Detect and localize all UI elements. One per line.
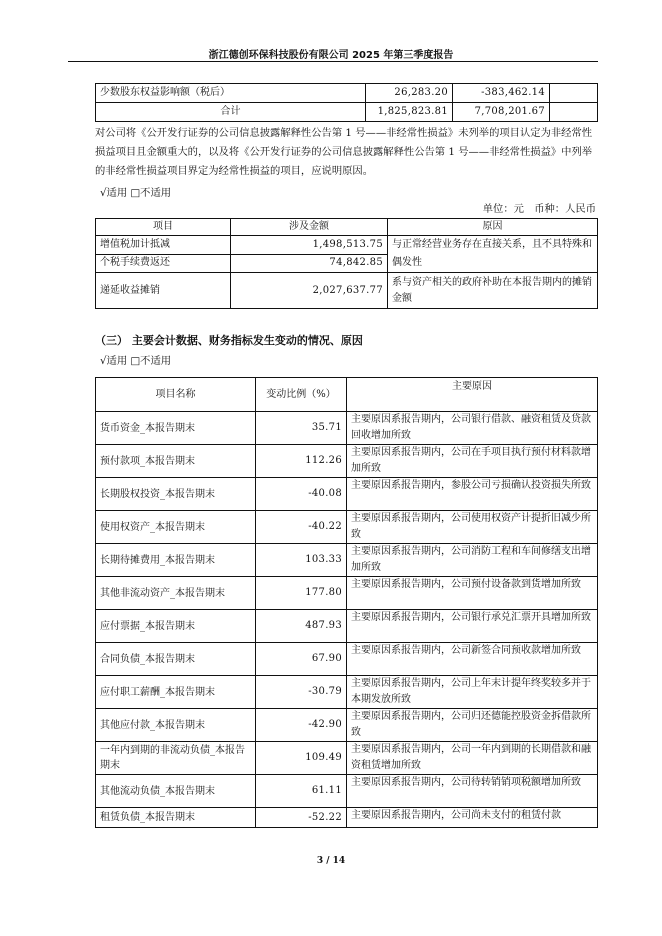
change-ratio-cell: -52.22 [256, 808, 347, 828]
reason-cell: 主要原因系报告期内，公司新签合同预收款增加所致 [347, 643, 598, 676]
change-ratio-cell: -40.22 [256, 511, 347, 544]
table-row [96, 676, 598, 709]
section-heading: （三） 主要会计数据、财务指标发生变动的情况、原因 [95, 334, 363, 347]
explanation-paragraph: 对公司将《公开发行证券的公司信息披露解释性公告第 1 号——非经常性损益》未列举的项目认定为非经常性损益项目且金额重大的，以及将《公开发行证券的公司信息披露解释性公告第 1 号——非经常性损益》中列举的非经常性损益项目界定为经常性损益的项目，应说明原因。 [95, 127, 593, 177]
reason-cell: 主要原因系报告期内，公司尚未支付的租赁付款 [347, 808, 598, 828]
nonrecurring-summary-table [95, 83, 598, 122]
table-row [96, 742, 598, 775]
change-ratio-cell: -42.90 [256, 709, 347, 742]
value-cell: -383,462.14 [453, 84, 550, 103]
item-name-cell: 一年内到期的非流动负债_本报告期末 [96, 742, 256, 775]
table-row [96, 412, 598, 445]
item-name-cell: 应付职工薪酬_本报告期末 [96, 676, 256, 709]
item-cell: 递延收益摊销 [96, 273, 231, 309]
column-header: 项目名称 [96, 378, 256, 412]
row-label: 少数股东权益影响额（税后） [96, 84, 366, 103]
table-row [96, 643, 598, 676]
value-cell: 1,825,823.81 [366, 103, 453, 122]
item-name-cell: 长期股权投资_本报告期末 [96, 478, 256, 511]
item-name-cell: 货币资金_本报告期末 [96, 412, 256, 445]
change-ratio-cell: 67.90 [256, 643, 347, 676]
table-row [96, 445, 598, 478]
table-header-row [96, 378, 598, 412]
key-metrics-change-table [95, 377, 598, 828]
applicability-check: √适用 □不适用 [100, 355, 172, 367]
column-header: 变动比例（%） [256, 378, 347, 412]
table-row [96, 577, 598, 610]
item-name-cell: 使用权资产_本报告期末 [96, 511, 256, 544]
reason-cell: 主要原因系报告期内，公司待转销销项税额增加所致 [347, 775, 598, 808]
table-row [96, 273, 598, 309]
change-ratio-cell: 35.71 [256, 412, 347, 445]
table-row [96, 808, 598, 828]
change-ratio-cell: 103.33 [256, 544, 347, 577]
applicability-check: √适用 □不适用 [100, 187, 172, 199]
amount-cell: 2,027,637.77 [231, 273, 388, 309]
reason-cell: 与正常经营业务存在直接关系，且不具特殊和偶发性 [388, 236, 598, 273]
item-name-cell: 租赁负债_本报告期末 [96, 808, 256, 828]
page-number: 3 / 14 [316, 856, 346, 866]
value-cell: 7,708,201.67 [453, 103, 550, 122]
reason-cell: 主要原因系报告期内，公司银行承兑汇票开具增加所致 [347, 610, 598, 643]
column-header: 主要原因 [347, 378, 598, 412]
item-name-cell: 其他应付款_本报告期末 [96, 709, 256, 742]
reason-cell: 主要原因系报告期内，参股公司亏损确认投资损失所致 [347, 478, 598, 511]
reason-cell: 主要原因系报告期内，公司预付设备款到货增加所致 [347, 577, 598, 610]
change-ratio-cell: 109.49 [256, 742, 347, 775]
column-header: 原因 [388, 219, 598, 236]
item-name-cell: 其他非流动资产_本报告期末 [96, 577, 256, 610]
reason-cell: 主要原因系报告期内，公司银行借款、融资租赁及贷款回收增加所致 [347, 412, 598, 445]
item-name-cell: 预付款项_本报告期末 [96, 445, 256, 478]
value-cell [550, 84, 598, 103]
table-header-row [96, 219, 598, 236]
item-cell: 个税手续费返还 [96, 254, 231, 273]
table-row [96, 775, 598, 808]
table-row [96, 709, 598, 742]
change-ratio-cell: -30.79 [256, 676, 347, 709]
change-ratio-cell: 112.26 [256, 445, 347, 478]
reason-cell: 主要原因系报告期内，公司归还德能控股资金拆借款所致 [347, 709, 598, 742]
report-header-title: 浙江德创环保科技股份有限公司 2025 年第三季度报告 [208, 50, 454, 61]
table-row [96, 478, 598, 511]
table-row [96, 544, 598, 577]
table-row [96, 236, 598, 255]
nonrecurring-detail-table [95, 218, 598, 309]
change-ratio-cell: 487.93 [256, 610, 347, 643]
reason-cell: 主要原因系报告期内，公司消防工程和车间修缮支出增加所致 [347, 544, 598, 577]
unit-currency-line: 单位：元 币种：人民币 [482, 203, 596, 215]
item-cell: 增值税加计抵减 [96, 236, 231, 255]
column-header: 项目 [96, 219, 231, 236]
value-cell: 26,283.20 [366, 84, 453, 103]
item-name-cell: 合同负债_本报告期末 [96, 643, 256, 676]
amount-cell: 1,498,513.75 [231, 236, 388, 255]
item-name-cell: 长期待摊费用_本报告期末 [96, 544, 256, 577]
table-row [96, 610, 598, 643]
table-row [96, 103, 598, 122]
table-row [96, 511, 598, 544]
item-name-cell: 其他流动负债_本报告期末 [96, 775, 256, 808]
reason-cell: 系与资产相关的政府补助在本报告期内的摊销金额 [388, 273, 598, 309]
header-divider [68, 61, 598, 62]
table-row [96, 84, 598, 103]
row-label: 合计 [96, 103, 366, 122]
amount-cell: 74,842.85 [231, 254, 388, 273]
reason-cell: 主要原因系报告期内，公司一年内到期的长期借款和融资租赁增加所致 [347, 742, 598, 775]
value-cell [550, 103, 598, 122]
item-name-cell: 应付票据_本报告期末 [96, 610, 256, 643]
column-header: 涉及金额 [231, 219, 388, 236]
change-ratio-cell: 61.11 [256, 775, 347, 808]
reason-cell: 主要原因系报告期内，公司使用权资产计提折旧减少所致 [347, 511, 598, 544]
reason-cell: 主要原因系报告期内，公司上年末计提年终奖较多并于本期发放所致 [347, 676, 598, 709]
change-ratio-cell: 177.80 [256, 577, 347, 610]
change-ratio-cell: -40.08 [256, 478, 347, 511]
reason-cell: 主要原因系报告期内，公司在手项目执行预付材料款增加所致 [347, 445, 598, 478]
